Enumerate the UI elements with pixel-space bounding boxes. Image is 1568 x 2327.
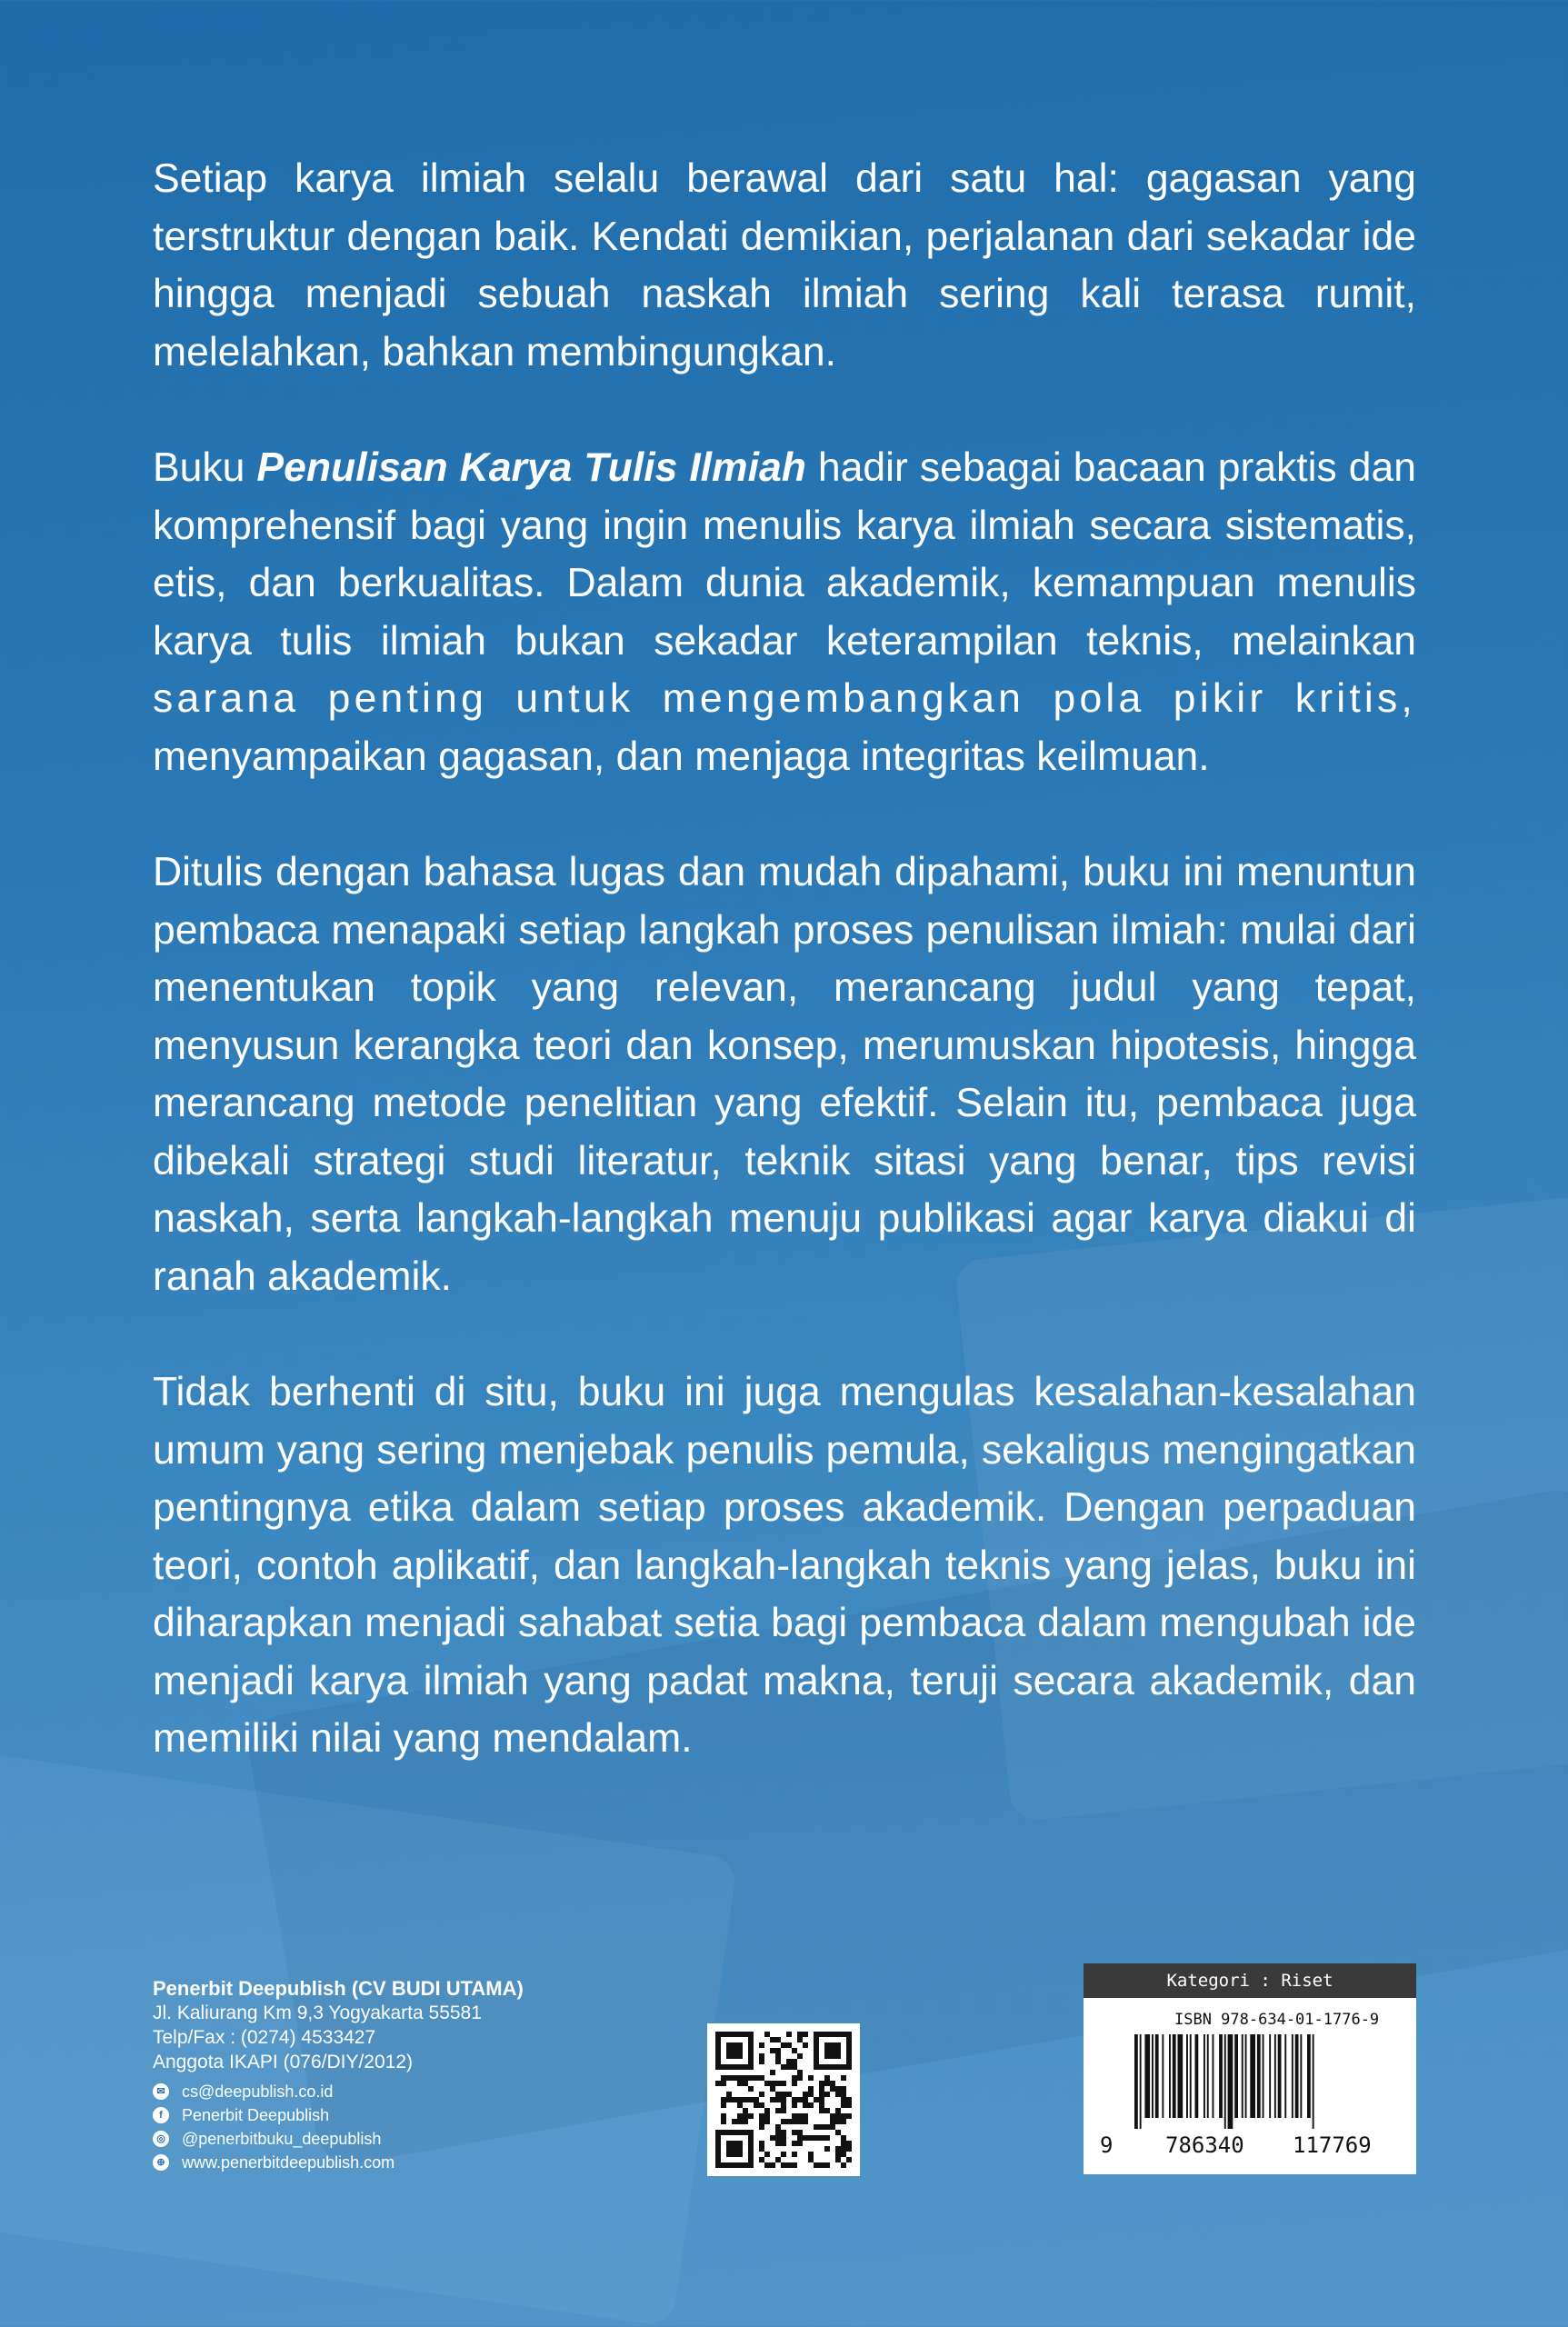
publisher-name: Penerbit Deepublish (CV BUDI UTAMA) bbox=[153, 1977, 524, 2000]
back-cover-blurb bbox=[153, 150, 1416, 1826]
qr-code bbox=[707, 2023, 860, 2176]
blurb-paragraph-3: Ditulis dengan bahasa lugas dan mudah dipahami, buku ini menuntun pembaca menapaki setiap langkah proses penulisan ilmiah: mulai dari menentukan topik yang relevan, merancang judul yang tepat, menyusun kerangka teori dan konsep, merumuskan hipotesis, hingga merancang metode penelitian yang efektif. Selain itu, pembaca juga dibekali strategi studi literatur, teknik sitasi yang benar, tips revisi naskah, serta langkah-langkah menuju publikasi agar karya diakui di ranah akademik. bbox=[153, 850, 1416, 1299]
publisher-membership: Anggota IKAPI (076/DIY/2012) bbox=[153, 2052, 414, 2072]
publisher-phone: Telp/Fax : (0274) 4533427 bbox=[153, 2027, 376, 2048]
blurb-paragraph-2 bbox=[153, 439, 1416, 785]
publisher-info bbox=[153, 1976, 524, 2174]
blurb-paragraph-1: Setiap karya ilmiah selalu berawal dari satu hal: gagasan yang terstruktur dengan baik. Kendati demikian, perjalanan dari sekadar ide hingga menjadi sebuah naskah ilmiah sering kali terasa rumit, melelahkan, bahkan membingungkan. bbox=[153, 156, 1416, 375]
book-title: Penulisan Karya Tulis Ilmiah bbox=[256, 445, 806, 490]
blurb-text: hadir sebagai bacaan praktis dan komprehensif bagi yang ingin menulis karya ilmiah secara sistematis, etis, dan berkualitas. Dalam dunia akademik, kemampuan menulis karya tulis ilmiah bukan sekadar keterampilan teknis, melainkan bbox=[153, 445, 1416, 664]
barcode-digit-group-1: 786340 bbox=[1165, 2132, 1244, 2158]
contact-facebook-text[interactable]: Penerbit Deepublish bbox=[182, 2106, 330, 2124]
contact-email-text[interactable]: cs@deepublish.co.id bbox=[182, 2082, 334, 2101]
barcode-digit-first: 9 bbox=[1100, 2132, 1114, 2158]
email-icon: ✉ bbox=[153, 2083, 169, 2100]
contact-website bbox=[153, 2151, 524, 2174]
contact-email bbox=[153, 2080, 524, 2103]
globe-icon: ⊕ bbox=[153, 2154, 169, 2171]
barcode-digit-group-2: 117769 bbox=[1293, 2132, 1372, 2158]
barcode-bars bbox=[1134, 2034, 1371, 2129]
publisher-address: Jl. Kaliurang Km 9,3 Yogyakarta 55581 bbox=[153, 2002, 482, 2023]
contact-website-text[interactable]: www.penerbitdeepublish.com bbox=[182, 2153, 395, 2172]
isbn-barcode bbox=[1084, 1963, 1416, 2174]
qr-code-graphic bbox=[707, 2023, 860, 2176]
isbn-number: ISBN 978-634-01-1776-9 bbox=[1174, 2011, 1380, 2029]
contact-instagram bbox=[153, 2127, 524, 2151]
blurb-text: sarana penting untuk mengembangkan pola pikir kritis, bbox=[153, 676, 1416, 721]
facebook-icon: f bbox=[153, 2107, 169, 2123]
contact-list bbox=[153, 2080, 524, 2174]
contact-facebook bbox=[153, 2103, 524, 2127]
blurb-text: menyampaikan gagasan, dan menjaga integritas keilmuan. bbox=[153, 734, 1210, 779]
blurb-text: Buku bbox=[153, 445, 257, 490]
contact-instagram-text[interactable]: @penerbitbuku_deepublish bbox=[182, 2130, 382, 2148]
instagram-icon: ◎ bbox=[153, 2131, 169, 2147]
category-label: Kategori : Riset bbox=[1084, 1963, 1416, 1998]
blurb-paragraph-4: Tidak berhenti di situ, buku ini juga mengulas kesalahan-kesalahan umum yang sering menjebak penulis pemula, sekaligus mengingatkan pentingnya etika dalam setiap proses akademik. Dengan perpaduan teori, contoh aplikatif, dan langkah-langkah teknis yang jelas, buku ini diharapkan menjadi sahabat setia bagi pembaca dalam mengubah ide menjadi karya ilmiah yang padat makna, teruji secara akademik, dan memiliki nilai yang mendalam. bbox=[153, 1370, 1416, 1761]
